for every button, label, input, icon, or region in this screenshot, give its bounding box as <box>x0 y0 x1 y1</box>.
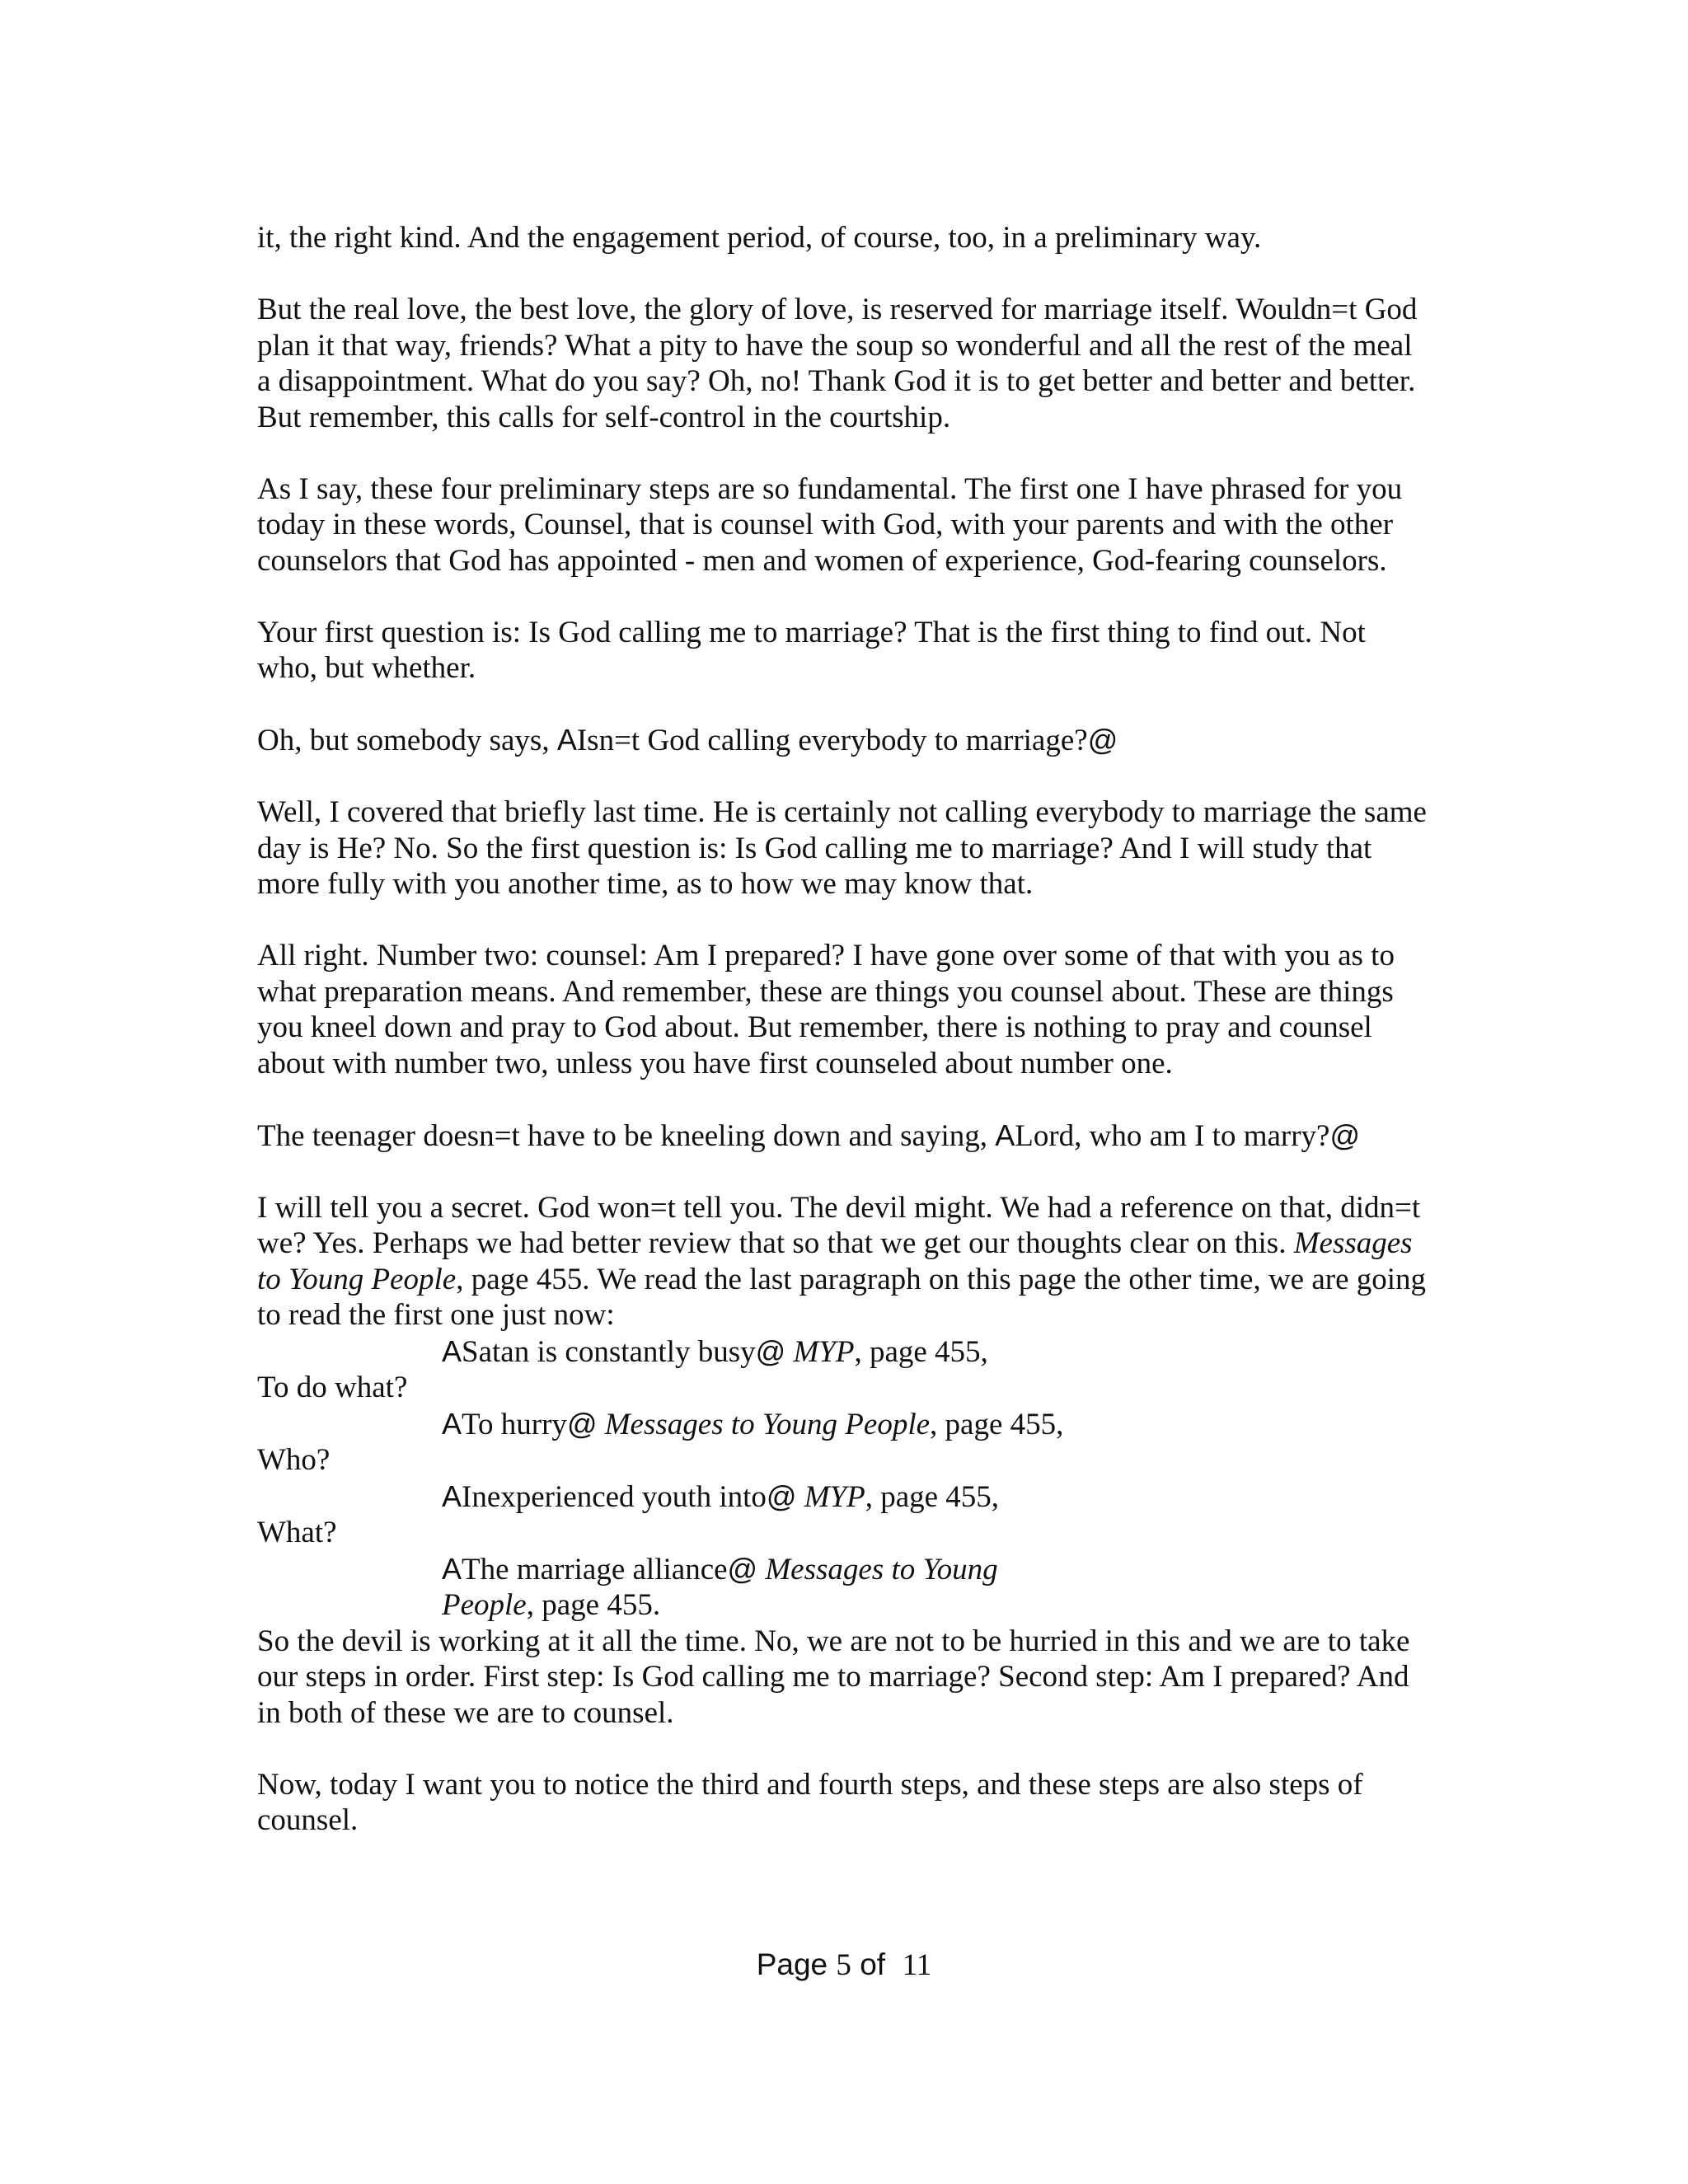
quote-line <box>257 1479 1428 1516</box>
paragraph: Well, I covered that briefly last time. He is certainly not calling everybody to marriage the same day is He? No. So the first question is: Is God calling me to marriage? And I will study that more fully with you another time, as to how we may know that. <box>257 795 1427 901</box>
quote-text: To hurry <box>462 1407 567 1441</box>
book-title: Messages to Young People <box>257 1226 1413 1296</box>
page-label: Page <box>756 1947 828 1981</box>
paragraph-text: Oh, but somebody says, <box>257 724 557 757</box>
quote-open-glyph: A <box>442 1551 462 1586</box>
quote-page: , page 455, <box>865 1479 1000 1514</box>
quote-text: Inexperienced youth into <box>462 1479 767 1514</box>
quote-close-glyph: @ <box>1087 723 1118 757</box>
paragraph <box>257 1190 1428 1333</box>
paragraph: Your first question is: Is God calling me to marriage? That is the first thing to find out. Not who, but whether. <box>257 615 1366 685</box>
paragraph: it, the right kind. And the engagement period, of course, too, in a preliminary way. <box>257 221 1262 255</box>
quote-page: , page 455, <box>930 1407 1064 1441</box>
paragraph-text: I will tell you a secret. God won=t tell you. The devil might. We had a reference on that, didn=t we? Yes. Perhaps we had better review that so that we get our thoughts clear on this. <box>257 1190 1421 1260</box>
quote-source: Messages to Young People <box>442 1552 998 1622</box>
paragraph <box>257 1118 1428 1155</box>
paragraph: But the real love, the best love, the glory of love, is reserved for marriage itself. Wouldn=t God plan it that way, friends? What a pity to have the soup so wonderful and all the rest of the meal a disappointment. What do you say? Oh, no! Thank God it is to get better and better and better. But remember, this calls for self-control in the courtship. <box>257 293 1418 434</box>
quote-open-glyph: A <box>442 1406 462 1441</box>
quote-open-glyph: A <box>995 1118 1015 1152</box>
paragraph-text: The teenager doesn=t have to be kneeling down and saying, <box>257 1118 996 1153</box>
quote-line <box>257 1406 1428 1443</box>
quote-page: , page 455, <box>854 1334 988 1369</box>
paragraph: Now, today I want you to notice the third and fourth steps, and these steps are also steps of counsel. <box>257 1767 1363 1837</box>
quote-source: MYP <box>804 1479 865 1514</box>
quote-text: Satan is constantly busy <box>462 1334 756 1369</box>
quoted-text: Isn=t God calling everybody to marriage? <box>576 724 1088 757</box>
quote-close-glyph: @ <box>1329 1118 1361 1152</box>
quote-line <box>257 1551 1068 1624</box>
question-line: What? <box>257 1516 337 1549</box>
total-page-count: 11 <box>902 1948 932 1982</box>
quote-close-glyph: @ <box>727 1551 758 1586</box>
quote-open-glyph: A <box>442 1333 462 1368</box>
page-footer <box>0 1947 1688 1984</box>
document-body <box>257 220 1428 1874</box>
paragraph <box>257 722 1428 759</box>
question-line: Who? <box>257 1443 331 1477</box>
paragraph: So the devil is working at it all the time. No, we are not to be hurried in this and we are to take our steps in order. First step: Is God calling me to marriage? Second step: Am I prepared? And in both of these we are to counsel. <box>257 1624 1410 1730</box>
of-label: of <box>860 1947 886 1981</box>
quote-source: MYP <box>793 1334 855 1369</box>
paragraph: As I say, these four preliminary steps are so fundamental. The first one I have phrased for you today in these words, Counsel, that is counsel with God, with your parents and with the other counselors that God has appointed - men and women of experience, God-fearing counselors. <box>257 471 1403 578</box>
quote-close-glyph: @ <box>766 1479 797 1513</box>
quote-close-glyph: @ <box>755 1333 786 1368</box>
quoted-text: Lord, who am I to marry? <box>1015 1118 1330 1153</box>
quote-source: Messages to Young People <box>604 1407 931 1441</box>
paragraph: All right. Number two: counsel: Am I prepared? I have gone over some of that with you as to what preparation means. And remember, these are things you counsel about. These are things you kneel down and pray to God about. But remember, there is nothing to pray and counsel about with number two, unless you have first counseled about number one. <box>257 939 1395 1080</box>
quote-close-glyph: @ <box>566 1406 598 1441</box>
quote-open-glyph: A <box>442 1479 462 1513</box>
quote-line <box>257 1333 1428 1371</box>
quote-text: The marriage alliance <box>462 1552 728 1586</box>
quote-open-glyph: A <box>556 723 577 757</box>
paragraph-text: , page 455. We read the last paragraph on this page the other time, we are going to read the first one just now: <box>257 1262 1427 1332</box>
quote-page: , page 455. <box>526 1588 661 1622</box>
question-line: To do what? <box>257 1371 408 1404</box>
current-page-number: 5 <box>836 1948 851 1982</box>
